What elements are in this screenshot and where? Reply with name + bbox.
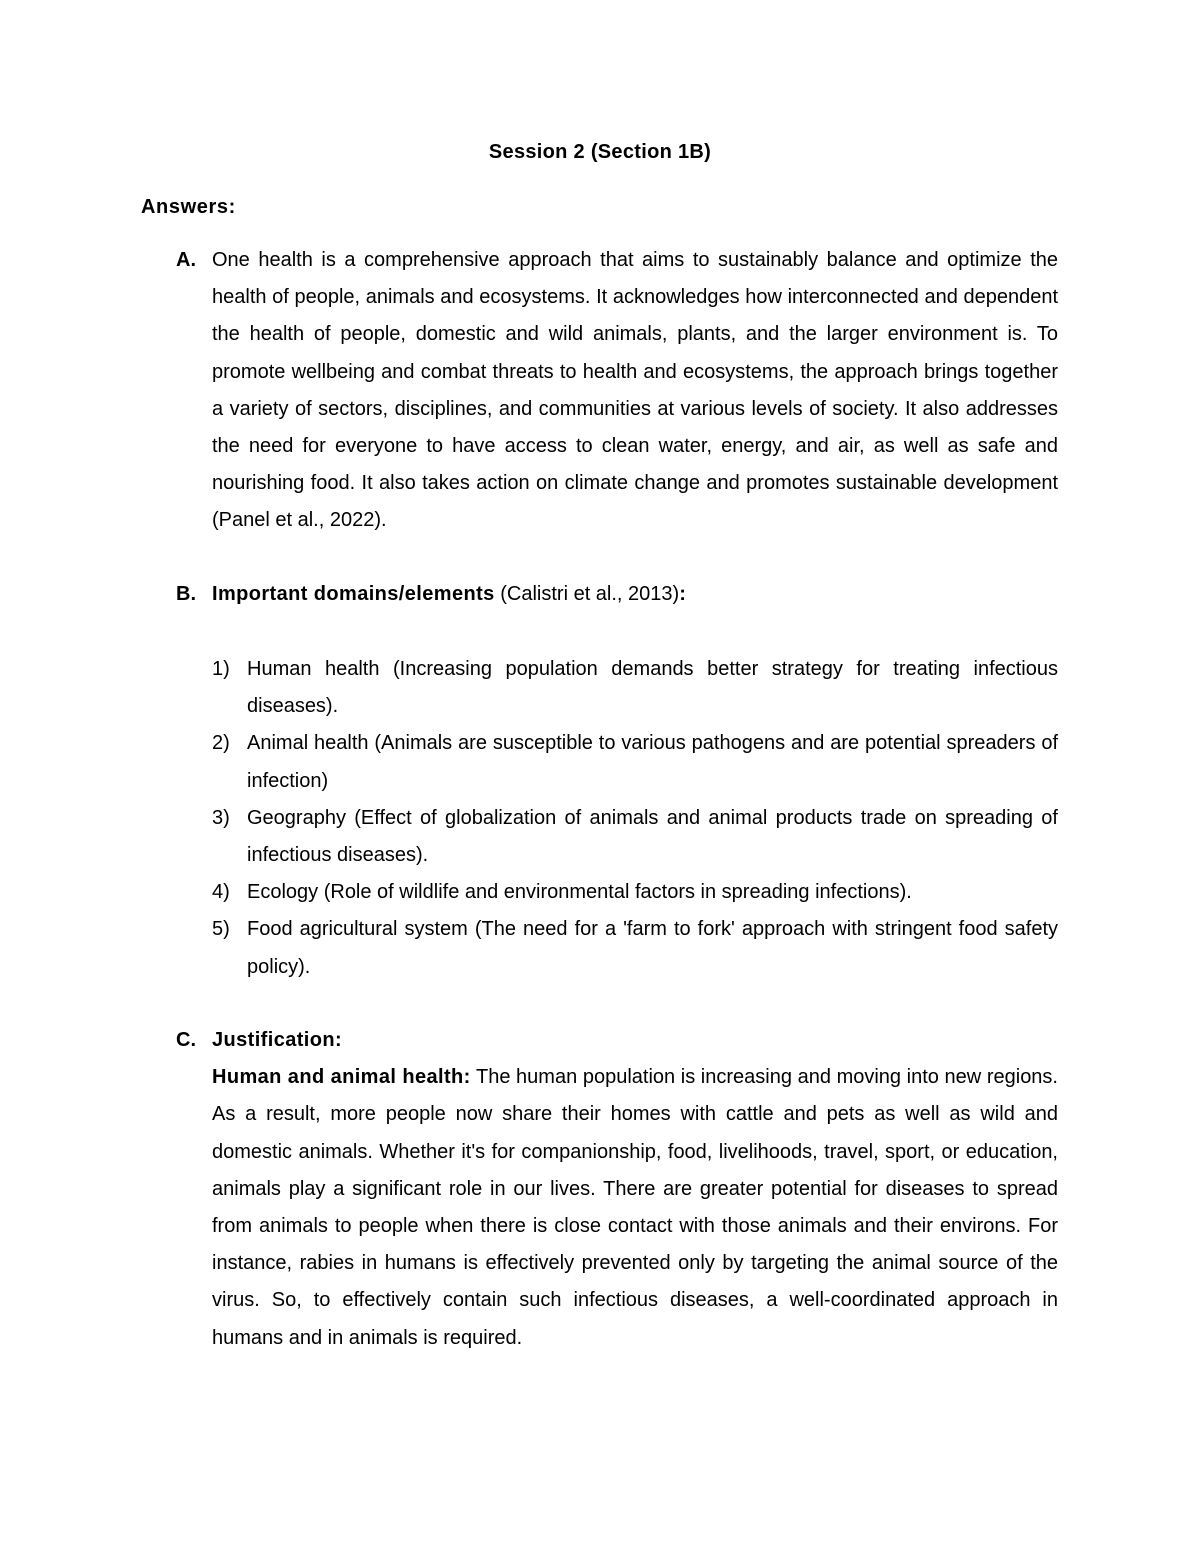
list-item: [212, 800, 1058, 874]
section-a: [176, 242, 1058, 540]
list-item: [212, 874, 1058, 911]
section-c-letter: C.: [176, 1029, 196, 1051]
list-item-number: 2): [212, 732, 230, 755]
section-c-subheading: Human and animal health:: [212, 1066, 471, 1089]
list-item-number: 5): [212, 918, 230, 941]
section-b-heading-colon: :: [679, 583, 687, 605]
section-b-heading: [212, 576, 1058, 613]
section-c: [176, 1022, 1058, 1357]
list-item-text: Ecology (Role of wildlife and environmental factors in spreading infections).: [247, 881, 912, 904]
answers-label: Answers:: [141, 196, 236, 218]
section-b-heading-bold: Important domains/elements: [212, 583, 495, 605]
list-item: [212, 651, 1058, 725]
section-b-heading-citation: (Calistri et al., 2013): [494, 583, 680, 605]
section-b: [176, 576, 1058, 613]
list-item-text: Animal health (Animals are susceptible to various pathogens and are potential spreaders of infection): [247, 732, 1058, 792]
list-item: [212, 725, 1058, 799]
section-c-heading: [212, 1022, 1058, 1059]
section-a-paragraph: One health is a comprehensive approach that aims to sustainably balance and optimize the health of people, animals and ecosystems. It acknowledges how interconnected and dependent the health of people, domestic and wild animals, plants, and the larger environment is. To promote wellbeing and combat threats to health and ecosystems, the approach brings together a variety of sectors, disciplines, and communities at various levels of society. It also addresses the need for everyone to have access to clean water, energy, and air, as well as safe and nourishing food. It also takes action on climate change and promotes sustainable development (Panel et al., 2022).: [212, 249, 1058, 532]
list-item-text: Geography (Effect of globalization of animals and animal products trade on spreading of infectious diseases).: [247, 806, 1058, 867]
section-b-letter: B.: [176, 583, 196, 605]
domains-list: [212, 651, 1058, 986]
list-item-text: Food agricultural system (The need for a 'farm to fork' approach with stringent food safety policy).: [247, 918, 1058, 978]
list-item-text: Human health (Increasing population demands better strategy for treating infectious diseases).: [247, 658, 1058, 718]
list-item-number: 1): [212, 658, 230, 680]
list-item-number: 4): [212, 881, 230, 904]
section-c-heading-text: Justification:: [212, 1029, 343, 1051]
section-a-letter: A.: [176, 249, 196, 271]
section-c-paragraph: [212, 1059, 1058, 1357]
section-c-body: The human population is increasing and moving into new regions. As a result, more people now share their homes with cattle and pets as well as wild and domestic animals. Whether it's for companionship, food, livelihoods, travel, sport, or education, animals play a significant role in our lives. There are greater potential for diseases to spread from animals to people when there is close contact with those animals and their environs. For instance, rabies in humans is effectively prevented only by targeting the animal source of the virus. So, to effectively contain such infectious diseases, a well-coordinated approach in humans and in animals is required.: [212, 1066, 1058, 1349]
list-item: [212, 911, 1058, 985]
list-item-number: 3): [212, 806, 230, 829]
page-title: Session 2 (Section 1B): [488, 141, 712, 163]
